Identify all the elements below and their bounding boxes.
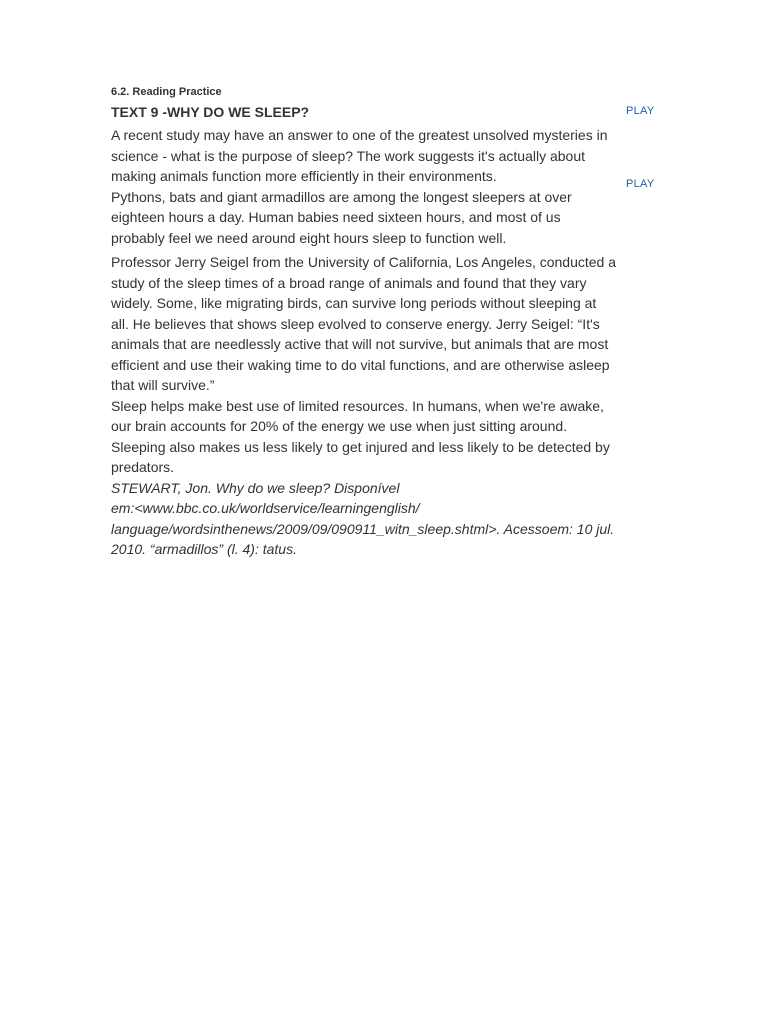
- text-title: TEXT 9 -WHY DO WE SLEEP?: [111, 104, 310, 120]
- play-audio-link-1[interactable]: PLAY: [626, 105, 655, 117]
- paragraph-seigel-study: Professor Jerry Seigel from the University of California, Los Angeles, conducted a study of the sleep times of a broad range of animals and found that they vary widely. Some, like migrating birds, can survive long periods without sleeping at all. He believes that shows sleep evolved to conserve energy. Jerry Seigel: “It's animals that are needlessly active that will not survive, but animals that are most efficient and use their waking time to do vital functions, and are otherwise asleep that will survive.”: [111, 254, 617, 393]
- section-label: 6.2. Reading Practice: [111, 86, 222, 98]
- paragraph-sleepers: Pythons, bats and giant armadillos are among the longest sleepers at over eighteen hours a day. Human babies need sixteen hours, and most of us probably feel we need around eight hours sleep to function well.: [111, 188, 572, 246]
- reading-document: [111, 83, 631, 560]
- paragraph-intro: A recent study may have an answer to one of the greatest unsolved mysteries in science - what is the purpose of sleep? The work suggests it's actually about making animals function more efficiently in their environments.: [111, 127, 608, 184]
- play-audio-link-2[interactable]: PLAY: [626, 178, 655, 190]
- citation: STEWART, Jon. Why do we sleep? Disponível em:<www.bbc.co.uk/worldservice/learningenglish/ language/wordsinthenews/2009/09/090911_witn_sleep.shtml>. Acessoem: 10 jul. 2010. “armadillos” (l. 4): tatus.: [111, 479, 615, 557]
- paragraph-resources: Sleep helps make best use of limited resources. In humans, when we're awake, our brain accounts for 20% of the energy we use when just sitting around. Sleeping also makes us less likely to get injured and less likely to be detected by predators.: [111, 397, 610, 475]
